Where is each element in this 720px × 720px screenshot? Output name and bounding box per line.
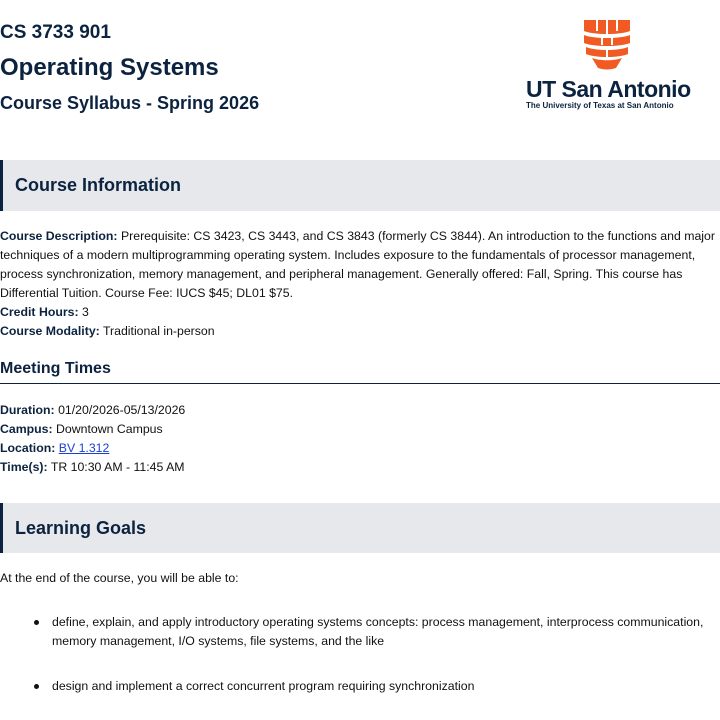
time-value: TR 10:30 AM - 11:45 AM [50,460,185,474]
meeting-times-heading: Meeting Times [0,360,111,377]
meeting-location [0,439,109,458]
course-title: Operating Systems [0,54,219,81]
location-link[interactable]: BV 1.312 [58,441,110,455]
meeting-duration [0,401,185,420]
learning-goal-item: design and implement a correct concurrent program requiring synchronization [52,679,475,693]
location-label: Location: [0,441,56,455]
utsa-rowel-icon [582,18,632,70]
course-description-text: Prerequisite: CS 3423, CS 3443, and CS 3843 (formerly CS 3844). An introduction to the functions and major techniques of a modern multiprogramming operating system. Includes exposure to the fundamentals of processor management, process synchronization, memory management, and peripheral management. Generally offered: Fall, Spring. This course has Differential Tuition. Course Fee: IUCS $45; DL01 $75. [0,229,715,300]
learning-goals-intro: At the end of the course, you will be able to: [0,571,239,585]
meeting-campus [0,420,163,439]
time-label: Time(s): [0,460,48,474]
duration-value: 01/20/2026-05/13/2026 [58,403,186,417]
course-modality-value: Traditional in-person [102,324,215,338]
meeting-times [0,458,185,477]
course-description-label: Course Description: [0,229,118,243]
utsa-logo [520,18,710,118]
syllabus-term: Course Syllabus - Spring 2026 [0,93,260,113]
learning-goal-item: define, explain, and apply introductory operating systems concepts: process management, interprocess communication, memory management, I/O systems, file systems, and the like [52,615,704,648]
logo-tagline: The University of Texas at San Antonio [526,101,674,110]
logo-name: UT San Antonio [526,76,691,102]
bullet-icon [34,620,39,625]
credit-hours-label: Credit Hours: [0,305,79,319]
course-information-section-header [0,160,720,211]
credit-hours-value: 3 [82,305,89,319]
meeting-times-section-header [0,360,720,384]
campus-value: Downtown Campus [56,422,163,436]
campus-label: Campus: [0,422,53,436]
duration-label: Duration: [0,403,55,417]
course-description [0,227,720,303]
learning-goals-heading: Learning Goals [15,518,147,538]
course-modality [0,322,215,341]
credit-hours [0,303,89,322]
bullet-icon [34,684,39,689]
course-information-heading: Course Information [15,175,182,195]
course-code: CS 3733 901 [0,22,111,43]
course-modality-label: Course Modality: [0,324,100,338]
learning-goals-section-header [0,503,720,553]
syllabus-header [0,0,720,160]
